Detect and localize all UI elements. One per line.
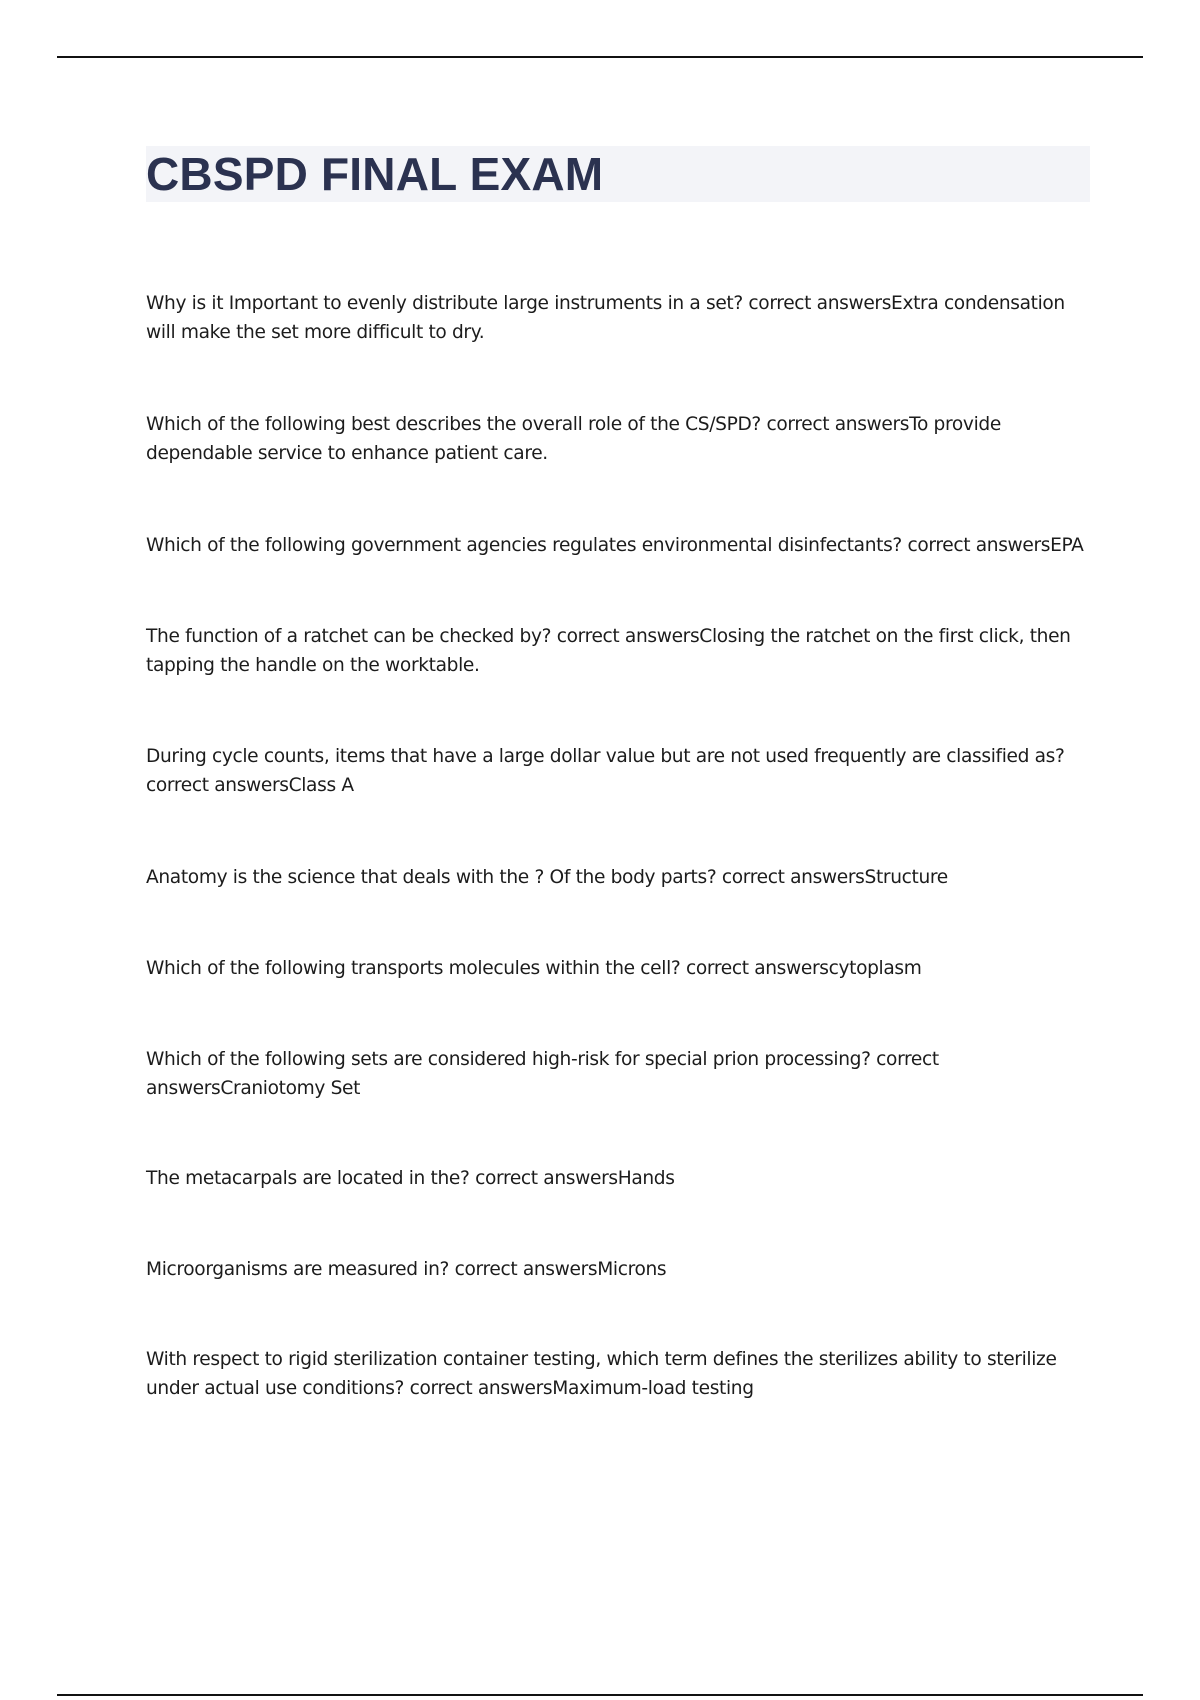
question-item-7: Which of the following transports molecules within the cell? correct answerscytoplasm: [146, 958, 922, 979]
top-rule: [57, 56, 1143, 58]
question-item-3: Which of the following government agencies regulates environmental disinfectants? correct answersEPA: [146, 535, 1084, 556]
question-item-6: Anatomy is the science that deals with the ? Of the body parts? correct answersStructure: [146, 867, 948, 888]
bottom-rule: [57, 1694, 1143, 1696]
question-item-10: Microorganisms are measured in? correct answersMicrons: [146, 1259, 667, 1280]
question-item-1: Why is it Important to evenly distribute large instruments in a set? correct answersExtra condensation will make the set more difficult to dry.: [146, 293, 1065, 343]
question-item-9: The metacarpals are located in the? correct answersHands: [146, 1168, 675, 1189]
page-title: CBSPD FINAL EXAM: [146, 148, 604, 200]
question-item-5: During cycle counts, items that have a large dollar value but are not used frequently are classified as? correct answersClass A: [146, 746, 1065, 796]
question-item-8: Which of the following sets are considered high-risk for special prion processing? correct answersCraniotomy Set: [146, 1049, 939, 1099]
question-item-2: Which of the following best describes the overall role of the CS/SPD? correct answersTo provide dependable service to enhance patient care.: [146, 414, 1001, 464]
question-item-4: The function of a ratchet can be checked by? correct answersClosing the ratchet on the first click, then tapping the handle on the worktable.: [146, 626, 1071, 676]
question-item-11: With respect to rigid sterilization container testing, which term defines the sterilizes ability to sterilize under actual use conditions? correct answersMaximum-load testing: [146, 1349, 1057, 1399]
title-band: [146, 146, 1090, 202]
